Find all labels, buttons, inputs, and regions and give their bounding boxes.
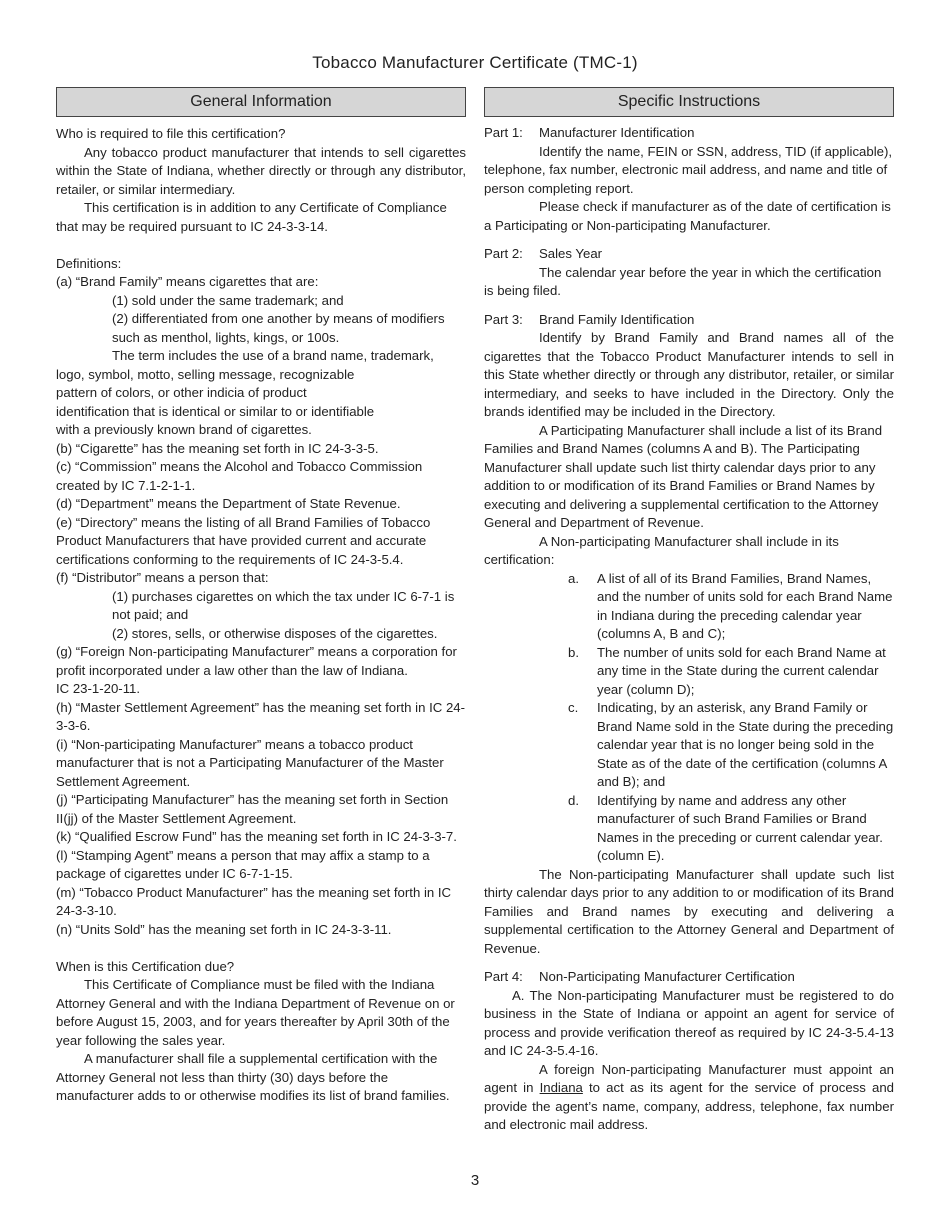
list-marker: d. xyxy=(568,792,579,808)
part-4-label: Part 4: xyxy=(484,969,523,984)
definition-f-item-2: (2) stores, sells, or otherwise disposes of the cigarettes. xyxy=(112,625,438,641)
general-information-column xyxy=(56,87,466,1106)
general-information-header: General Information xyxy=(56,87,466,117)
part-4-text-2-post: to act as its agent for the service of process and provide the agent’s name, company, address, telephone, fax number and electronic mail address. xyxy=(484,1080,894,1132)
list-item-text: Identifying by name and address any other manufacturer of such Brand Families or Brand Names in the preceding or current calendar year. (column E). xyxy=(597,792,883,863)
definition-k: (k) “Qualified Escrow Fund” has the meaning set forth in IC 24-3-3-7. xyxy=(56,829,457,844)
list-item-text: Indicating, by an asterisk, any Brand Family or Brand Name sold in the State during the preceding calendar year that is no longer being sold in the State as of the date of the certification (columns A and B); and xyxy=(597,700,894,789)
definition-a-text-line-3: pattern of colors, or other indicia of product xyxy=(56,385,307,400)
part-2-text: The calendar year before the year in which the certification is being filed. xyxy=(484,264,882,298)
list-marker: b. xyxy=(568,644,579,660)
part-1-text-1: Identify the name, FEIN or SSN, address, TID (if applicable), telephone, fax number, electronic mail address, and name and title of person completing report. xyxy=(484,143,893,196)
definition-a-item-2: (2) differentiated from one another by means of modifiers such as menthol, lights, kings, or 100s. xyxy=(112,311,445,345)
definition-j: (j) “Participating Manufacturer” has the meaning set forth in Section II(jj) of the Master Settlement Agreement. xyxy=(56,792,449,826)
definition-n: (n) “Units Sold” has the meaning set forth in IC 24-3-3-11. xyxy=(56,921,392,937)
list-item-b xyxy=(484,644,894,700)
specific-instructions-header: Specific Instructions xyxy=(484,87,894,117)
who-paragraph-2: This certification is in addition to any Certificate of Compliance that may be required pursuant to IC 24-3-3-14. xyxy=(56,200,447,234)
who-paragraph-1: Any tobacco product manufacturer that intends to sell cigarettes within the State of Indiana, whether directly or through any distributor, retailer, or similar intermediary. xyxy=(56,144,466,197)
part-4-heading xyxy=(484,968,894,987)
definition-l: (l) “Stamping Agent” means a person that may affix a stamp to a package of cigarettes under IC 6-7-1-15. xyxy=(56,847,430,881)
part-3-text-4: The Non-participating Manufacturer shall update such list thirty calendar days prior to any addition to or modification of its Brand Families and Brand names by executing and delivering a supplemental certification to the Attorney General and Department of Revenue. xyxy=(484,866,894,956)
part-1-label: Part 1: xyxy=(484,125,523,140)
part-4-text-1: A. The Non-participating Manufacturer must be registered to do business in the State of Indiana or appoint an agent for service of process and provide verification thereof as required by IC 24-3-5.4-13 and IC 24-3-5.4-16. xyxy=(484,987,894,1058)
definition-a-text-line-4: identification that is identical or similar to or identifiable xyxy=(56,403,375,419)
list-item-text: The number of units sold for each Brand Name at any time in the State during the current calendar year (column D); xyxy=(597,644,886,697)
part-1-heading xyxy=(484,124,894,143)
when-heading: When is this Certification due? xyxy=(56,958,235,974)
definition-c: (c) “Commission” means the Alcohol and Tobacco Commission created by IC 7.1-2-1-1. xyxy=(56,459,423,493)
definition-m: (m) “Tobacco Product Manufacturer” has the meaning set forth in IC 24-3-3-10. xyxy=(56,884,452,918)
definition-a: (a) “Brand Family” means cigarettes that are: xyxy=(56,274,319,289)
list-item-text: A list of all of its Brand Families, Brand Names, and the number of units sold for each Brand Name in Indiana during the preceding calendar year (columns A, B and C); xyxy=(597,570,893,641)
part-1-text-2: Please check if manufacturer as of the date of certification is a Participating or Non-participating Manufacturer. xyxy=(484,199,891,233)
definition-g: (g) “Foreign Non-participating Manufacturer” means a corporation for profit incorporated under a law other than the law of Indiana. xyxy=(56,644,457,678)
list-item-a xyxy=(484,570,894,644)
definition-a-text-line-2: logo, symbol, motto, selling message, recognizable xyxy=(56,366,355,382)
definition-a-text-line-5: with a previously known brand of cigarettes. xyxy=(56,422,312,437)
when-paragraph-1: This Certificate of Compliance must be filed with the Indiana Attorney General and with the Indiana Department of Revenue on or before August 15, 2003, and for years thereafter by April 30th of the year following the sales year. xyxy=(56,977,455,1048)
part-2-label: Part 2: xyxy=(484,246,523,261)
part-4-title: Non-Participating Manufacturer Certification xyxy=(539,969,795,984)
part-2-title: Sales Year xyxy=(539,246,603,261)
definition-a-text-line-1: The term includes the use of a brand name, trademark, xyxy=(112,348,434,363)
list-marker: c. xyxy=(568,700,579,715)
part-3-text-1: Identify by Brand Family and Brand names all of the cigarettes that the Tobacco Product Manufacturer intends to sell in this State whether directly or through any distributor, retailer, or similar intermediary, and seeks to have included in the Directory. Only the brands identified may be included in the Directory. xyxy=(484,330,894,419)
part-3-heading xyxy=(484,311,894,330)
part-3-label: Part 3: xyxy=(484,311,523,327)
page-number: 3 xyxy=(470,1172,480,1189)
part-3-text-2: A Participating Manufacturer shall include a list of its Brand Families and Brand Names (columns A and B). The Participating Manufacturer shall update such list thirty calendar days prior to any addition to or modification of its Brand Families or Brand Names by executing and delivering a supplemental certification to the Attorney General and Department of Revenue. xyxy=(484,422,883,530)
definition-d: (d) “Department” means the Department of State Revenue. xyxy=(56,496,401,511)
part-3-text-3: A Non-participating Manufacturer shall include in its certification: xyxy=(484,533,839,567)
who-heading: Who is required to file this certification? xyxy=(56,126,286,141)
list-item-d xyxy=(484,792,894,866)
part-4-text-2-pre: A foreign Non-participating Manufacturer must appoint an agent in xyxy=(484,1061,894,1095)
indiana-underlined-text: Indiana xyxy=(539,1080,583,1095)
part-3-title: Brand Family Identification xyxy=(539,311,695,327)
definition-a-item-1: (1) sold under the same trademark; and xyxy=(112,292,344,308)
definition-g-citation: IC 23-1-20-11. xyxy=(56,681,141,696)
definition-h: (h) “Master Settlement Agreement” has the meaning set forth in IC 24-3-3-6. xyxy=(56,699,465,733)
part-2-heading xyxy=(484,245,894,264)
list-item-c xyxy=(484,699,894,792)
specific-instructions-column xyxy=(484,87,894,1135)
part-4-text-2 xyxy=(484,1061,894,1135)
definition-e: (e) “Directory” means the listing of all Brand Families of Tobacco Product Manufacturers that have provided current and accurate certifications conforming to the requirements of IC 24-3-5.4. xyxy=(56,514,431,567)
definition-f: (f) “Distributor” means a person that: xyxy=(56,570,269,585)
definition-i: (i) “Non-participating Manufacturer” means a tobacco product manufacturer that is not a Participating Manufacturer of the Master Settlement Agreement. xyxy=(56,736,444,789)
document-title: Tobacco Manufacturer Certificate (TMC-1) xyxy=(312,53,638,72)
definition-f-item-1: (1) purchases cigarettes on which the tax under IC 6-7-1 is not paid; and xyxy=(112,588,455,622)
definitions-heading: Definitions: xyxy=(56,255,122,271)
definition-b: (b) “Cigarette” has the meaning set forth in IC 24-3-3-5. xyxy=(56,440,379,456)
list-marker: a. xyxy=(568,570,579,586)
when-paragraph-2: A manufacturer shall file a supplemental certification with the Attorney General not less than thirty (30) days before the manufacturer adds to or otherwise modifies its list of brand families. xyxy=(56,1051,450,1103)
part-1-title: Manufacturer Identification xyxy=(539,125,695,140)
